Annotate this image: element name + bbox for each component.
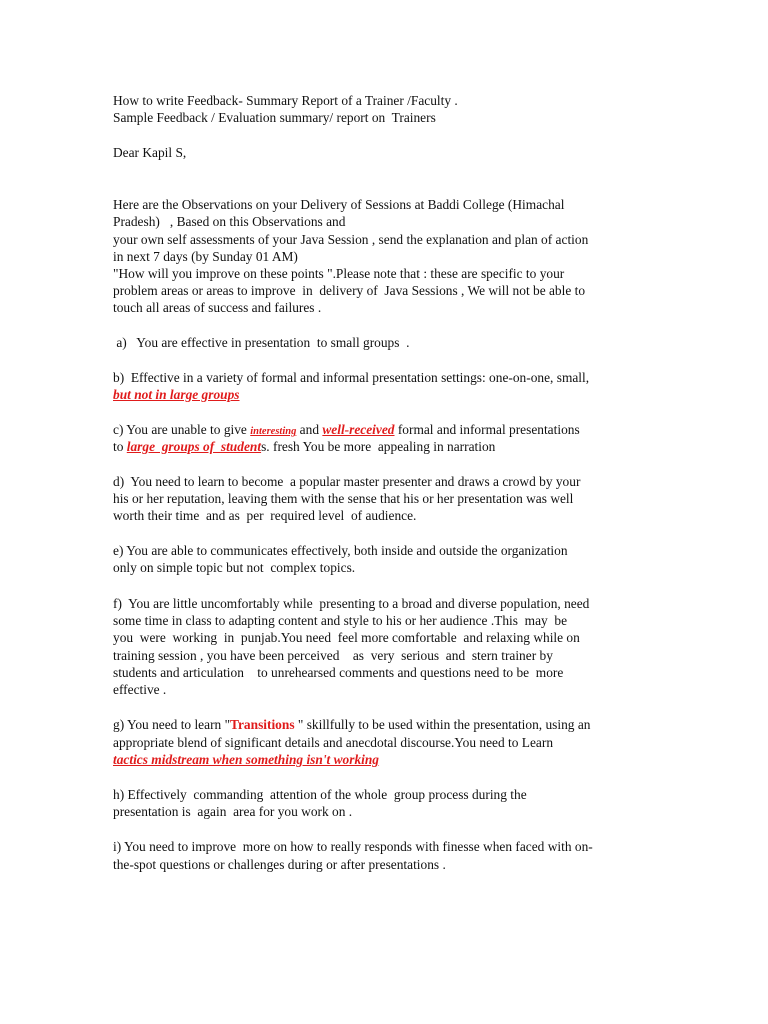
point-c-text: to [113, 439, 127, 454]
point-f-line: effective . [113, 682, 167, 697]
point-g-text: g) You need to learn " [113, 717, 231, 732]
point-b-highlight: but not in large groups [113, 387, 240, 402]
point-c-highlight-well-received: well-received [322, 422, 395, 437]
point-a: a) You are effective in presentation to small groups . [113, 335, 410, 350]
point-g-text: " skillfully to be used within the presentation, using an [297, 717, 591, 732]
intro-line: "How will you improve on these points ".Please note that : these are specific to your [113, 266, 565, 281]
doc-title-line-1: How to write Feedback- Summary Report of a Trainer /Faculty . [113, 93, 458, 108]
point-i-line: the-spot questions or challenges during or after presentations . [113, 857, 446, 872]
intro-line: Pradesh) , Based on this Observations and [113, 214, 346, 229]
intro-line: your own self assessments of your Java Session , send the explanation and plan of action [113, 232, 589, 247]
point-c-highlight-interesting: interesting [250, 426, 297, 437]
point-e-line: only on simple topic but not complex topics. [113, 560, 356, 575]
point-e-line: e) You are able to communicates effectively, both inside and outside the organization [113, 543, 568, 558]
greeting: Dear Kapil S, [113, 145, 187, 160]
point-d-line: worth their time and as per required level of audience. [113, 508, 417, 523]
intro-line: Here are the Observations on your Delivery of Sessions at Baddi College (Himachal [113, 197, 565, 212]
point-c-text: formal and informal presentations [394, 422, 580, 437]
point-d-line: his or her reputation, leaving them with the sense that his or her presentation was well [113, 491, 574, 506]
point-c-text: c) You are unable to give [113, 422, 251, 437]
intro-line: in next 7 days (by Sunday 01 AM) [113, 249, 298, 264]
point-h-line: h) Effectively commanding attention of the whole group process during the [113, 787, 527, 802]
point-c-text: s. fresh You be more appealing in narration [261, 439, 496, 454]
point-h-line: presentation is again area for you work on . [113, 804, 353, 819]
point-f-line: training session , you have been perceived as very serious and stern trainer by [113, 648, 553, 663]
doc-title-line-2: Sample Feedback / Evaluation summary/ report on Trainers [113, 110, 436, 125]
point-c-text: and [296, 422, 323, 437]
intro-line: problem areas or areas to improve in delivery of Java Sessions , We will not be able to [113, 283, 586, 298]
point-g-line-1 [113, 716, 590, 734]
point-c-line-2 [113, 438, 495, 456]
point-f-line: f) You are little uncomfortably while presenting to a broad and diverse population, need [113, 596, 590, 611]
intro-line: touch all areas of success and failures . [113, 300, 322, 315]
point-d-line: d) You need to learn to become a popular master presenter and draws a crowd by your [113, 474, 581, 489]
point-i-line: i) You need to improve more on how to really responds with finesse when faced with on- [113, 839, 593, 854]
point-b-line: b) Effective in a variety of formal and informal presentation settings: one-on-one, small, [113, 370, 590, 385]
point-g-line: appropriate blend of significant details and anecdotal discourse.You need to Learn [113, 735, 554, 750]
point-g-highlight-transitions: Transitions [230, 717, 298, 732]
point-f-line: some time in class to adapting content and style to his or her audience .This may be [113, 613, 568, 628]
point-c-highlight-large-groups: large groups of student [126, 439, 262, 454]
point-g-highlight-tactics: tactics midstream when something isn't working [113, 752, 380, 767]
point-f-line: you were working in punjab.You need feel more comfortable and relaxing while on [113, 630, 580, 645]
point-f-line: students and articulation to unrehearsed comments and questions need to be more [113, 665, 564, 680]
